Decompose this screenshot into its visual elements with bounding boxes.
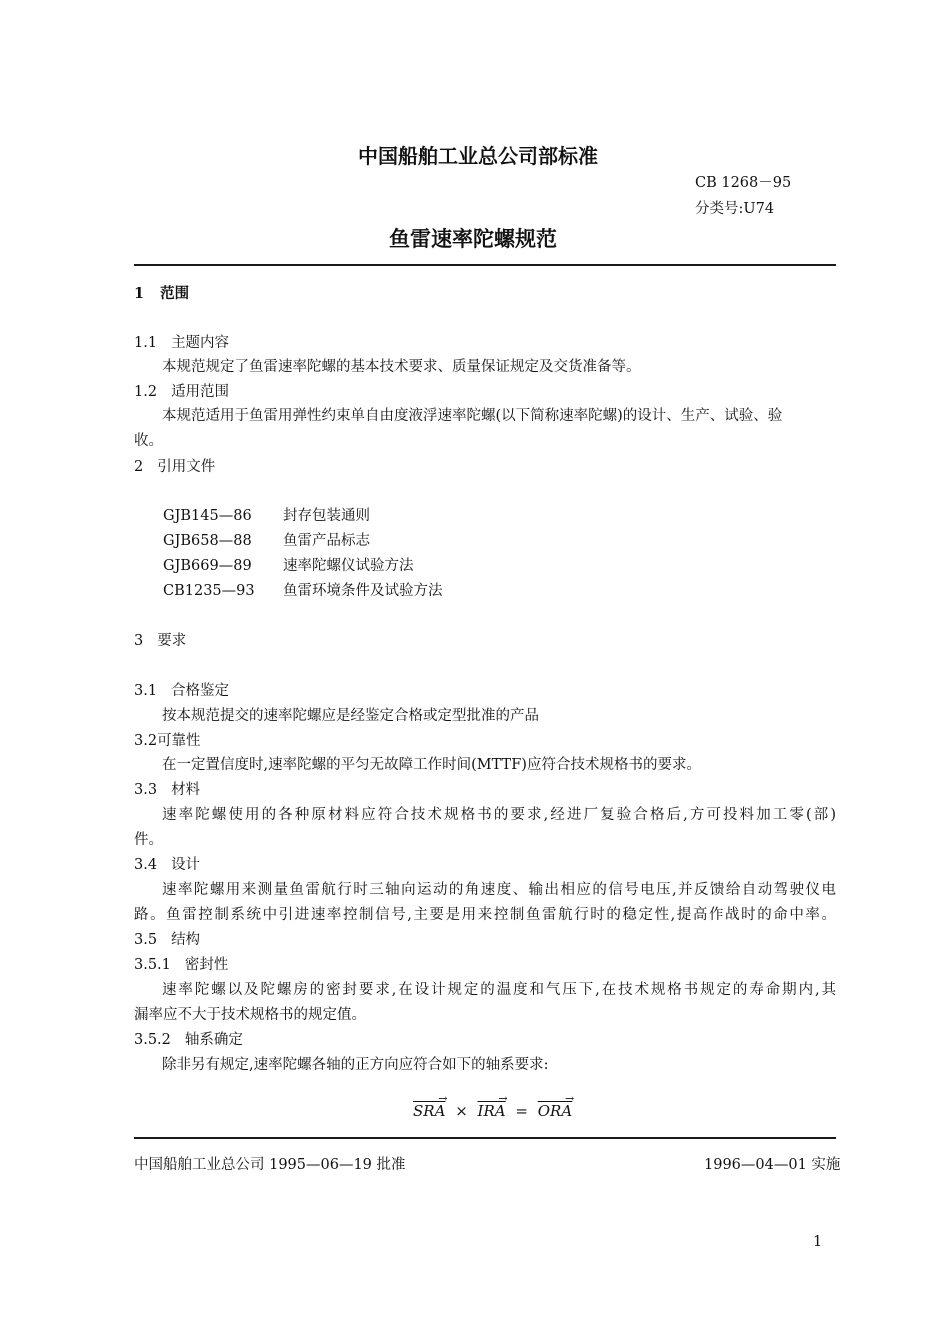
section-3-5-1-text-line1: 速率陀螺以及陀螺房的密封要求,在设计规定的温度和气压下,在技术规格书规定的寿命期内,其 <box>162 982 836 998</box>
section-3-3-heading: 3.3 材料 <box>134 782 201 798</box>
section-3-5-2-text: 除非另有规定,速率陀螺各轴的正方向应符合如下的轴系要求: <box>162 1057 549 1073</box>
section-3-1-heading: 3.1 合格鉴定 <box>134 683 230 699</box>
document-title: 鱼雷速率陀螺规范 <box>389 227 557 251</box>
effective-date: 1996—04—01 实施 <box>704 1157 841 1173</box>
formula-term-ira: $\overline{IRA}$ <box>477 1102 506 1120</box>
formula-times: × <box>455 1102 468 1120</box>
reference-title: 速率陀螺仪试验方法 <box>283 558 414 574</box>
reference-title: 鱼雷产品标志 <box>283 533 370 549</box>
section-3-5-1-text-line2: 漏率应不大于技术规格书的规定值。 <box>134 1007 366 1023</box>
section-1-2-text-line1: 本规范适用于鱼雷用弹性约束单自由度液浮速率陀螺(以下简称速率陀螺)的设计、生产、试验、验 <box>162 408 783 424</box>
axis-formula <box>413 1092 575 1124</box>
section-3-4-text-line1: 速率陀螺用来测量鱼雷航行时三轴向运动的角速度、输出相应的信号电压,并反馈给自动驾驶仪电 <box>162 882 836 898</box>
approval-line: 中国船舶工业总公司 1995—06—19 批准 <box>134 1157 406 1173</box>
header-rule <box>134 264 836 266</box>
section-3-2-heading: 3.2可靠性 <box>134 733 201 749</box>
section-3-5-2-heading: 3.5.2 轴系确定 <box>134 1032 243 1048</box>
section-3-1-text: 按本规范提交的速率陀螺应是经鉴定合格或定型批准的产品 <box>162 708 539 724</box>
formula-term-ora: $\overline{ORA}$ <box>537 1102 573 1120</box>
reference-title: 封存包装通则 <box>283 508 370 524</box>
section-3-4-text-line2: 路。鱼雷控制系统中引进速率控制信号,主要是用来控制鱼雷航行时的稳定性,提高作战时的命中率。 <box>134 907 836 923</box>
section-3-heading: 3 要求 <box>134 633 187 649</box>
reference-title: 鱼雷环境条件及试验方法 <box>283 583 443 599</box>
issuing-standard-title: 中国船舶工业总公司部标准 <box>358 144 598 168</box>
section-2-heading: 2 引用文件 <box>134 459 216 475</box>
section-3-3-text-line2: 件。 <box>134 832 163 848</box>
formula-equals: = <box>515 1102 528 1120</box>
section-1-heading: 1 范围 <box>134 285 190 302</box>
section-1-2-heading: 1.2 适用范围 <box>134 384 230 400</box>
reference-code: GJB145—86 <box>163 508 252 524</box>
section-3-5-1-heading: 3.5.1 密封性 <box>134 957 229 973</box>
footer-rule <box>134 1137 836 1139</box>
section-1-2-text-line2: 收。 <box>134 433 163 449</box>
vector-arrow-icon: → <box>498 1092 508 1105</box>
reference-code: CB1235—93 <box>163 583 255 599</box>
vector-arrow-icon: → <box>564 1092 575 1105</box>
standard-code: CB 1268－95 <box>695 175 792 191</box>
classification-number: 分类号:U74 <box>695 201 775 217</box>
section-1-1-text: 本规范规定了鱼雷速率陀螺的基本技术要求、质量保证规定及交货准备等。 <box>162 359 641 375</box>
section-3-2-text: 在一定置信度时,速率陀螺的平匀无故障工作时间(MTTF)应符合技术规格书的要求。 <box>162 757 701 773</box>
page-number: 1 <box>813 1234 823 1250</box>
reference-code: GJB658—88 <box>163 533 252 549</box>
section-3-4-heading: 3.4 设计 <box>134 857 201 873</box>
reference-code: GJB669—89 <box>163 558 252 574</box>
section-3-3-text-line1: 速率陀螺使用的各种原材料应符合技术规格书的要求,经进厂复验合格后,方可投料加工零(部) <box>162 807 836 823</box>
section-3-5-heading: 3.5 结构 <box>134 932 201 948</box>
formula-term-sra: $\overline{SRA}$ <box>413 1102 446 1120</box>
vector-arrow-icon: → <box>438 1092 448 1105</box>
section-1-1-heading: 1.1 主题内容 <box>134 335 230 351</box>
